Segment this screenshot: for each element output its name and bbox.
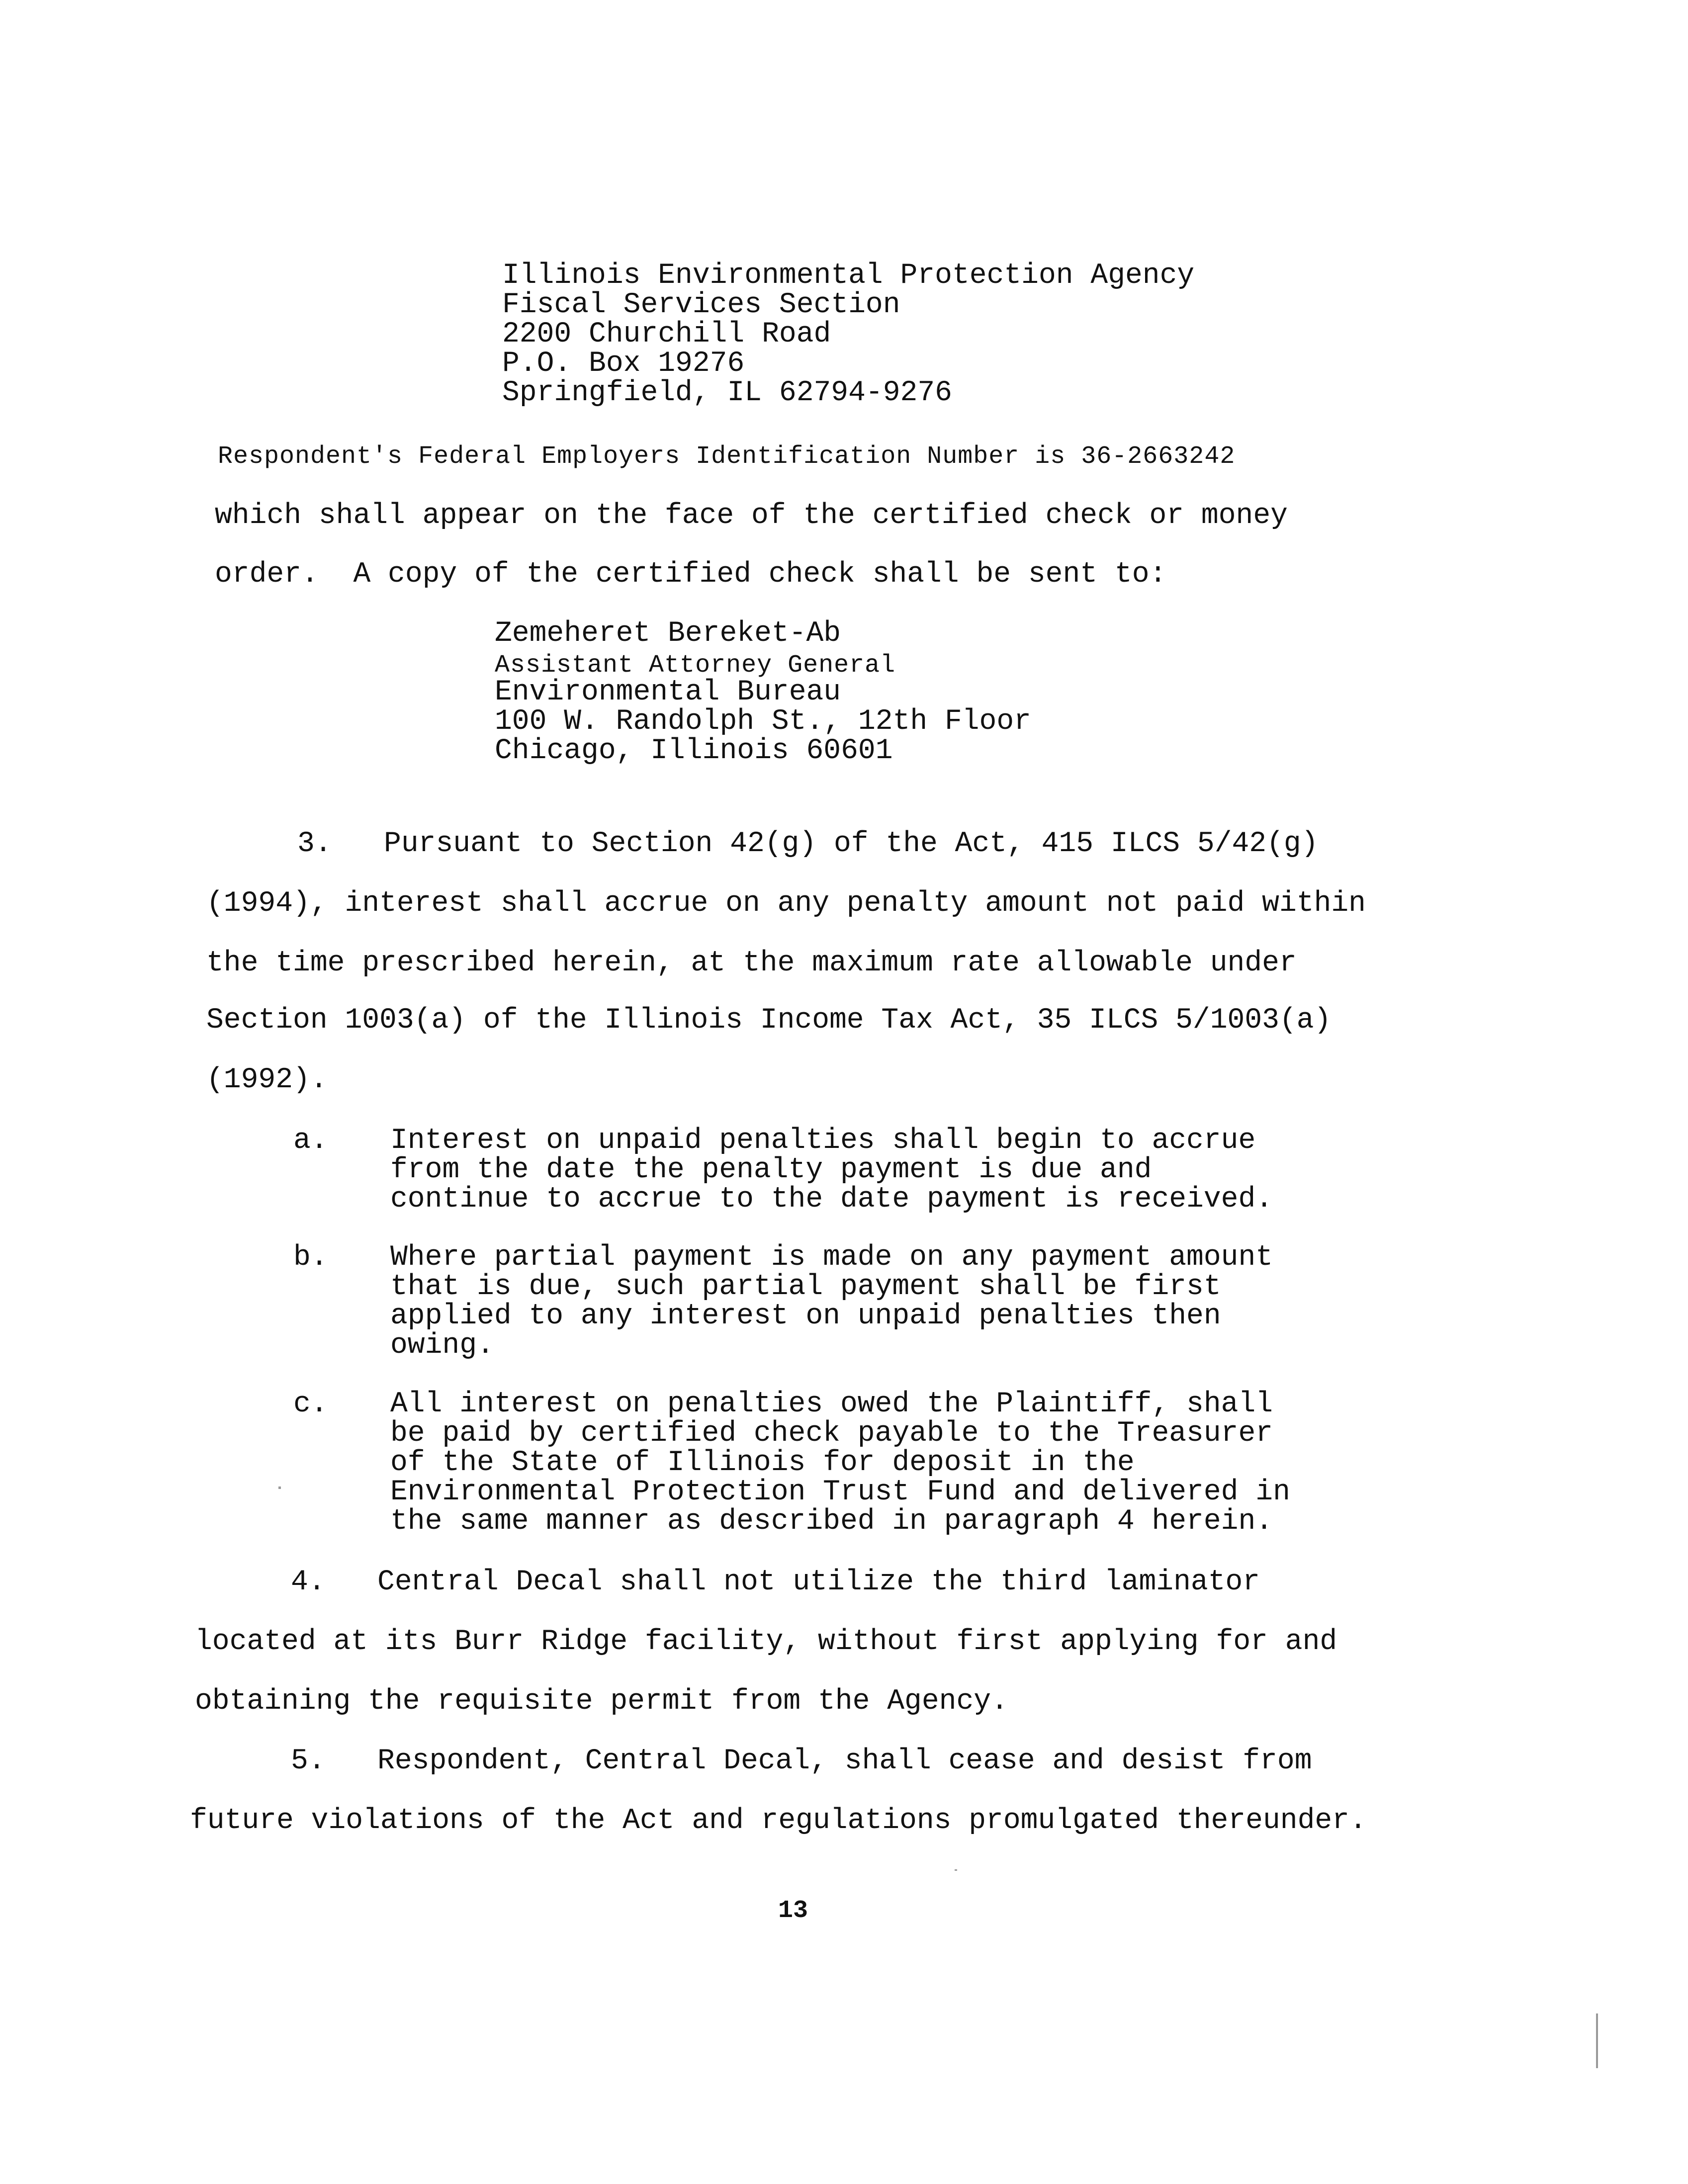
- body-line: 3. Pursuant to Section 42(g) of the Act, 415 ILCS 5/42(g): [297, 828, 1319, 860]
- address-line: 2200 Churchill Road: [502, 318, 831, 350]
- subitem-line: that is due, such partial payment shall be first: [390, 1271, 1221, 1303]
- subitem-line: continue to accrue to the date payment is received.: [390, 1183, 1273, 1216]
- subitem-label: a.: [293, 1125, 328, 1157]
- fein-line: Respondent's Federal Employers Identification Number is 36-2663242: [218, 442, 1236, 471]
- body-line: the time prescribed herein, at the maximum rate allowable under: [206, 947, 1297, 979]
- body-line: 5. Respondent, Central Decal, shall cease and desist from: [291, 1745, 1312, 1777]
- subitem-line: from the date the penalty payment is due and: [390, 1154, 1152, 1186]
- address-line: P.O. Box 19276: [502, 348, 745, 380]
- subitem-line: owing.: [390, 1329, 494, 1362]
- body-line: (1994), interest shall accrue on any penalty amount not paid within: [206, 887, 1366, 920]
- scan-artifact-dot: [955, 1869, 957, 1871]
- body-line: future violations of the Act and regulations promulgated thereunder.: [190, 1805, 1367, 1837]
- subitem-label: c.: [293, 1388, 328, 1420]
- subitem-line: Interest on unpaid penalties shall begin to accrue: [390, 1125, 1256, 1157]
- body-line: located at its Burr Ridge facility, without first applying for and: [195, 1626, 1337, 1658]
- address-line: Environmental Bureau: [495, 676, 841, 708]
- address-line: Illinois Environmental Protection Agency: [502, 260, 1195, 292]
- address-line: Springfield, IL 62794-9276: [502, 377, 952, 409]
- address-line: Assistant Attorney General: [495, 651, 896, 680]
- address-line: Fiscal Services Section: [502, 289, 900, 321]
- subitem-line: Environmental Protection Trust Fund and delivered in: [390, 1476, 1290, 1508]
- body-line: Section 1003(a) of the Illinois Income Tax Act, 35 ILCS 5/1003(a): [206, 1004, 1332, 1037]
- subitem-label: b.: [293, 1241, 328, 1274]
- body-line: obtaining the requisite permit from the Agency.: [195, 1685, 1008, 1718]
- address-line: 100 W. Randolph St., 12th Floor: [495, 705, 1031, 738]
- subitem-line: Where partial payment is made on any payment amount: [390, 1241, 1273, 1274]
- subitem-line: All interest on penalties owed the Plaintiff, shall: [390, 1388, 1273, 1420]
- subitem-line: the same manner as described in paragraph 4 herein.: [390, 1505, 1273, 1538]
- address-line: Chicago, Illinois 60601: [495, 735, 893, 767]
- body-line: which shall appear on the face of the certified check or money: [215, 500, 1288, 532]
- subitem-line: be paid by certified check payable to the Treasurer: [390, 1417, 1273, 1450]
- body-line: order. A copy of the certified check shall be sent to:: [215, 558, 1167, 591]
- body-line: (1992).: [206, 1064, 328, 1096]
- address-line: Zemeheret Bereket-Ab: [495, 617, 841, 650]
- subitem-line: of the State of Illinois for deposit in the: [390, 1447, 1135, 1479]
- subitem-line: applied to any interest on unpaid penalties then: [390, 1300, 1221, 1332]
- body-line: 4. Central Decal shall not utilize the third laminator: [291, 1566, 1260, 1598]
- scan-artifact-dot: [278, 1486, 281, 1489]
- scan-artifact-mark: [1596, 2013, 1598, 2068]
- page-number: 13: [778, 1897, 808, 1925]
